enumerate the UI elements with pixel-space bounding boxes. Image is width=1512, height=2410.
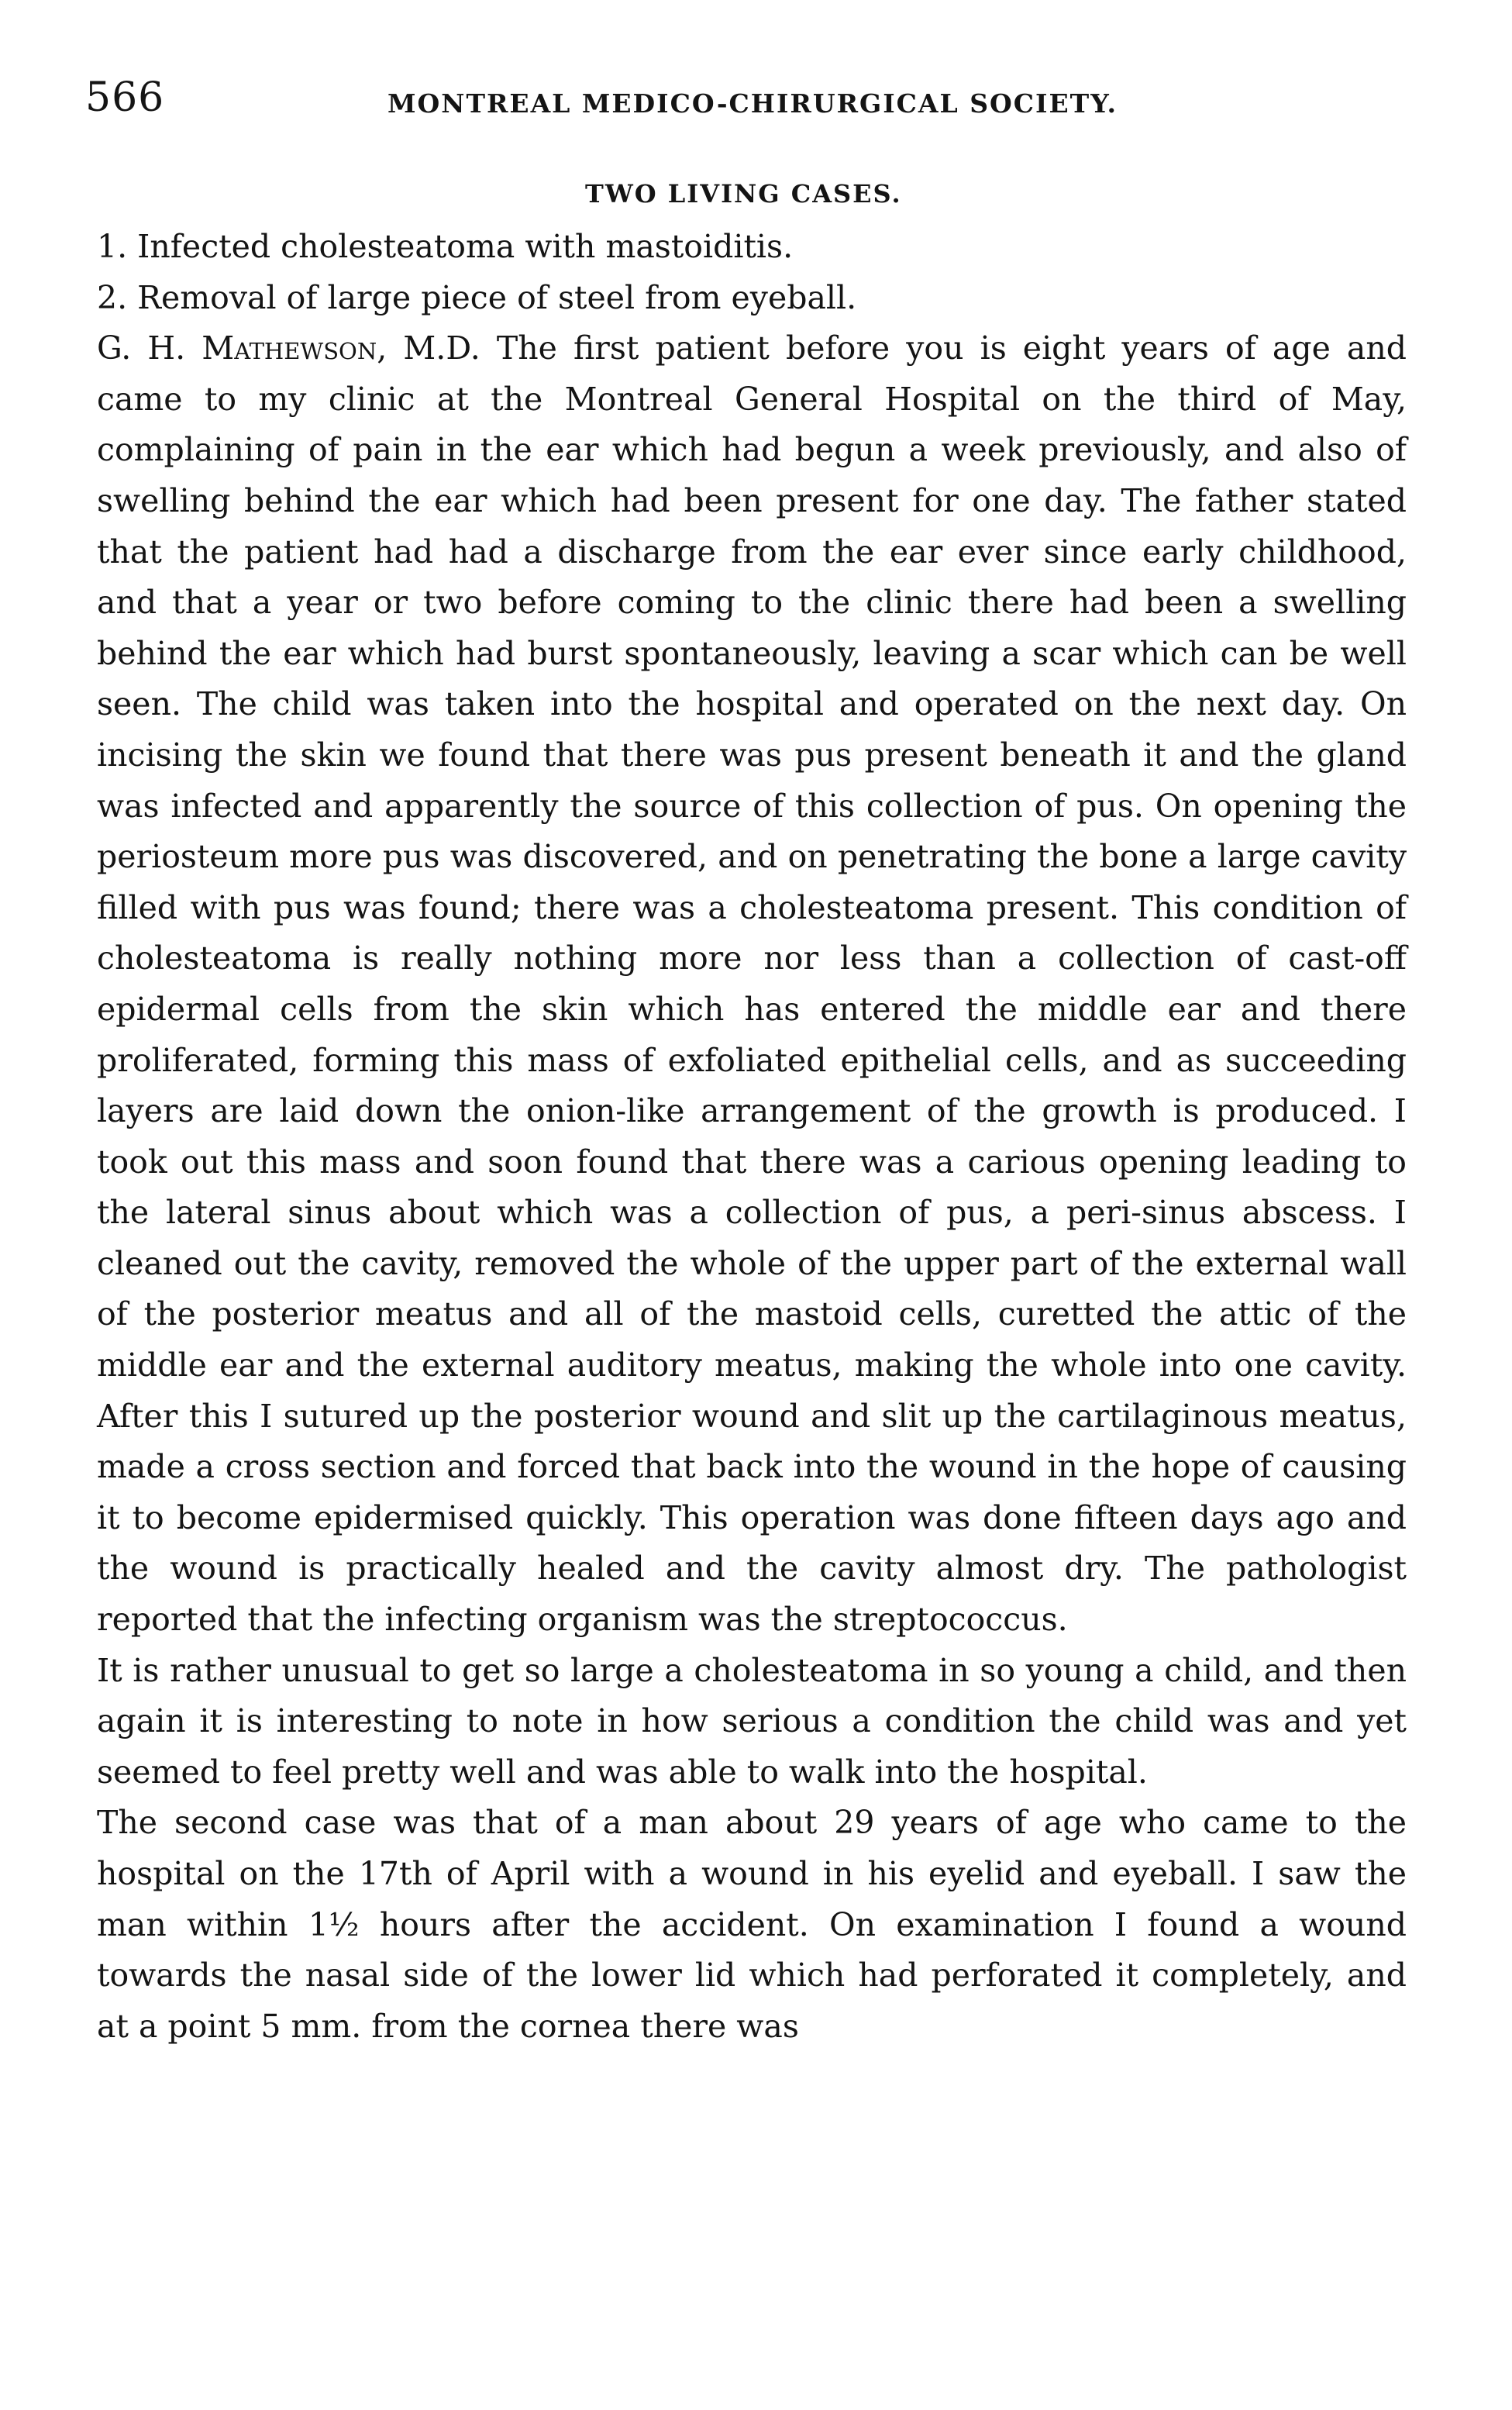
- case-list-item: 1. Infected cholesteatoma with mastoiditis.: [97, 228, 794, 265]
- paragraph-text: The first patient before you is eight years of age and came to my clinic at the Montreal General Hospital on the third of May, complaining of pain in the ear which had begun a week previously, and also of swelling behind the ear which had been present for one day. The father stated that the patient had had a discharge from the ear ever since early childhood, and that a year or two before coming to the clinic there had been a swelling behind the ear which had burst spontaneously, leaving a scar which can be well seen. The child was taken into the hospital and operated on the next day. On incising the skin we found that there was pus present beneath it and the gland was infected and apparently the source of this collection of pus. On opening the periosteum more pus was discovered, and on penetrating the bone a large cavity filled with pus was found; there was a cholesteatoma present. This condition of cholesteatoma is really nothing more nor less than a collection of cast-off epidermal cells from the skin which has entered the middle ear and there proliferated, forming this mass of exfoliated epithelial cells, and as succeeding layers are laid down the onion-like arrangement of the growth is produced. I took out this mass and soon found that there was a carious opening leading to the lateral sinus about which was a collection of pus, a peri-sinus abscess. I cleaned out the cavity, removed the whole of the upper part of the external wall of the posterior meatus and all of the mastoid cells, curetted the attic of the middle ear and the external auditory meatus, making the whole into one cavity. After this I sutured up the posterior wound and slit up the cartilaginous meatus, made a cross section and forced that back into the wound in the hope of causing it to become epidermised quickly. This operation was done fifteen days ago and the wound is practically healed and the cavity almost dry. The pathologist reported that the infecting organism was the streptococcus.: [97, 329, 1407, 1639]
- case-list-item: 2. Removal of large piece of steel from eyeball.: [97, 278, 857, 316]
- paragraph-text: The second case was that of a man about 29 years of age who came to the hospital on the 17th of April with a wound in his eyelid and eyeball. I saw the man within 1½ hours after the accident. On examination I found a wound towards the nasal side of the lower lid which had perforated it completely, and at a point 5 mm. from the cornea there was: [97, 1804, 1407, 2045]
- case-list: [97, 222, 1407, 323]
- paragraph-text: It is rather unusual to get so large a cholesteatoma in so young a child, and then again it is interesting to note in how serious a condition the child was and yet seemed to feel pretty well and was able to walk into the hospital.: [97, 1651, 1407, 1791]
- author-name: G. H. Mathewson, M.D.: [97, 329, 480, 367]
- paragraph: [97, 1646, 1407, 1798]
- page-number: 566: [85, 74, 165, 121]
- running-title: MONTREAL MEDICO-CHIRURGICAL SOCIETY.: [387, 88, 1118, 119]
- paragraph: [97, 323, 1407, 1645]
- section-title: TWO LIVING CASES.: [585, 179, 902, 209]
- running-head: [85, 74, 1387, 136]
- paragraph: [97, 1798, 1407, 2052]
- article-body: [97, 171, 1407, 2052]
